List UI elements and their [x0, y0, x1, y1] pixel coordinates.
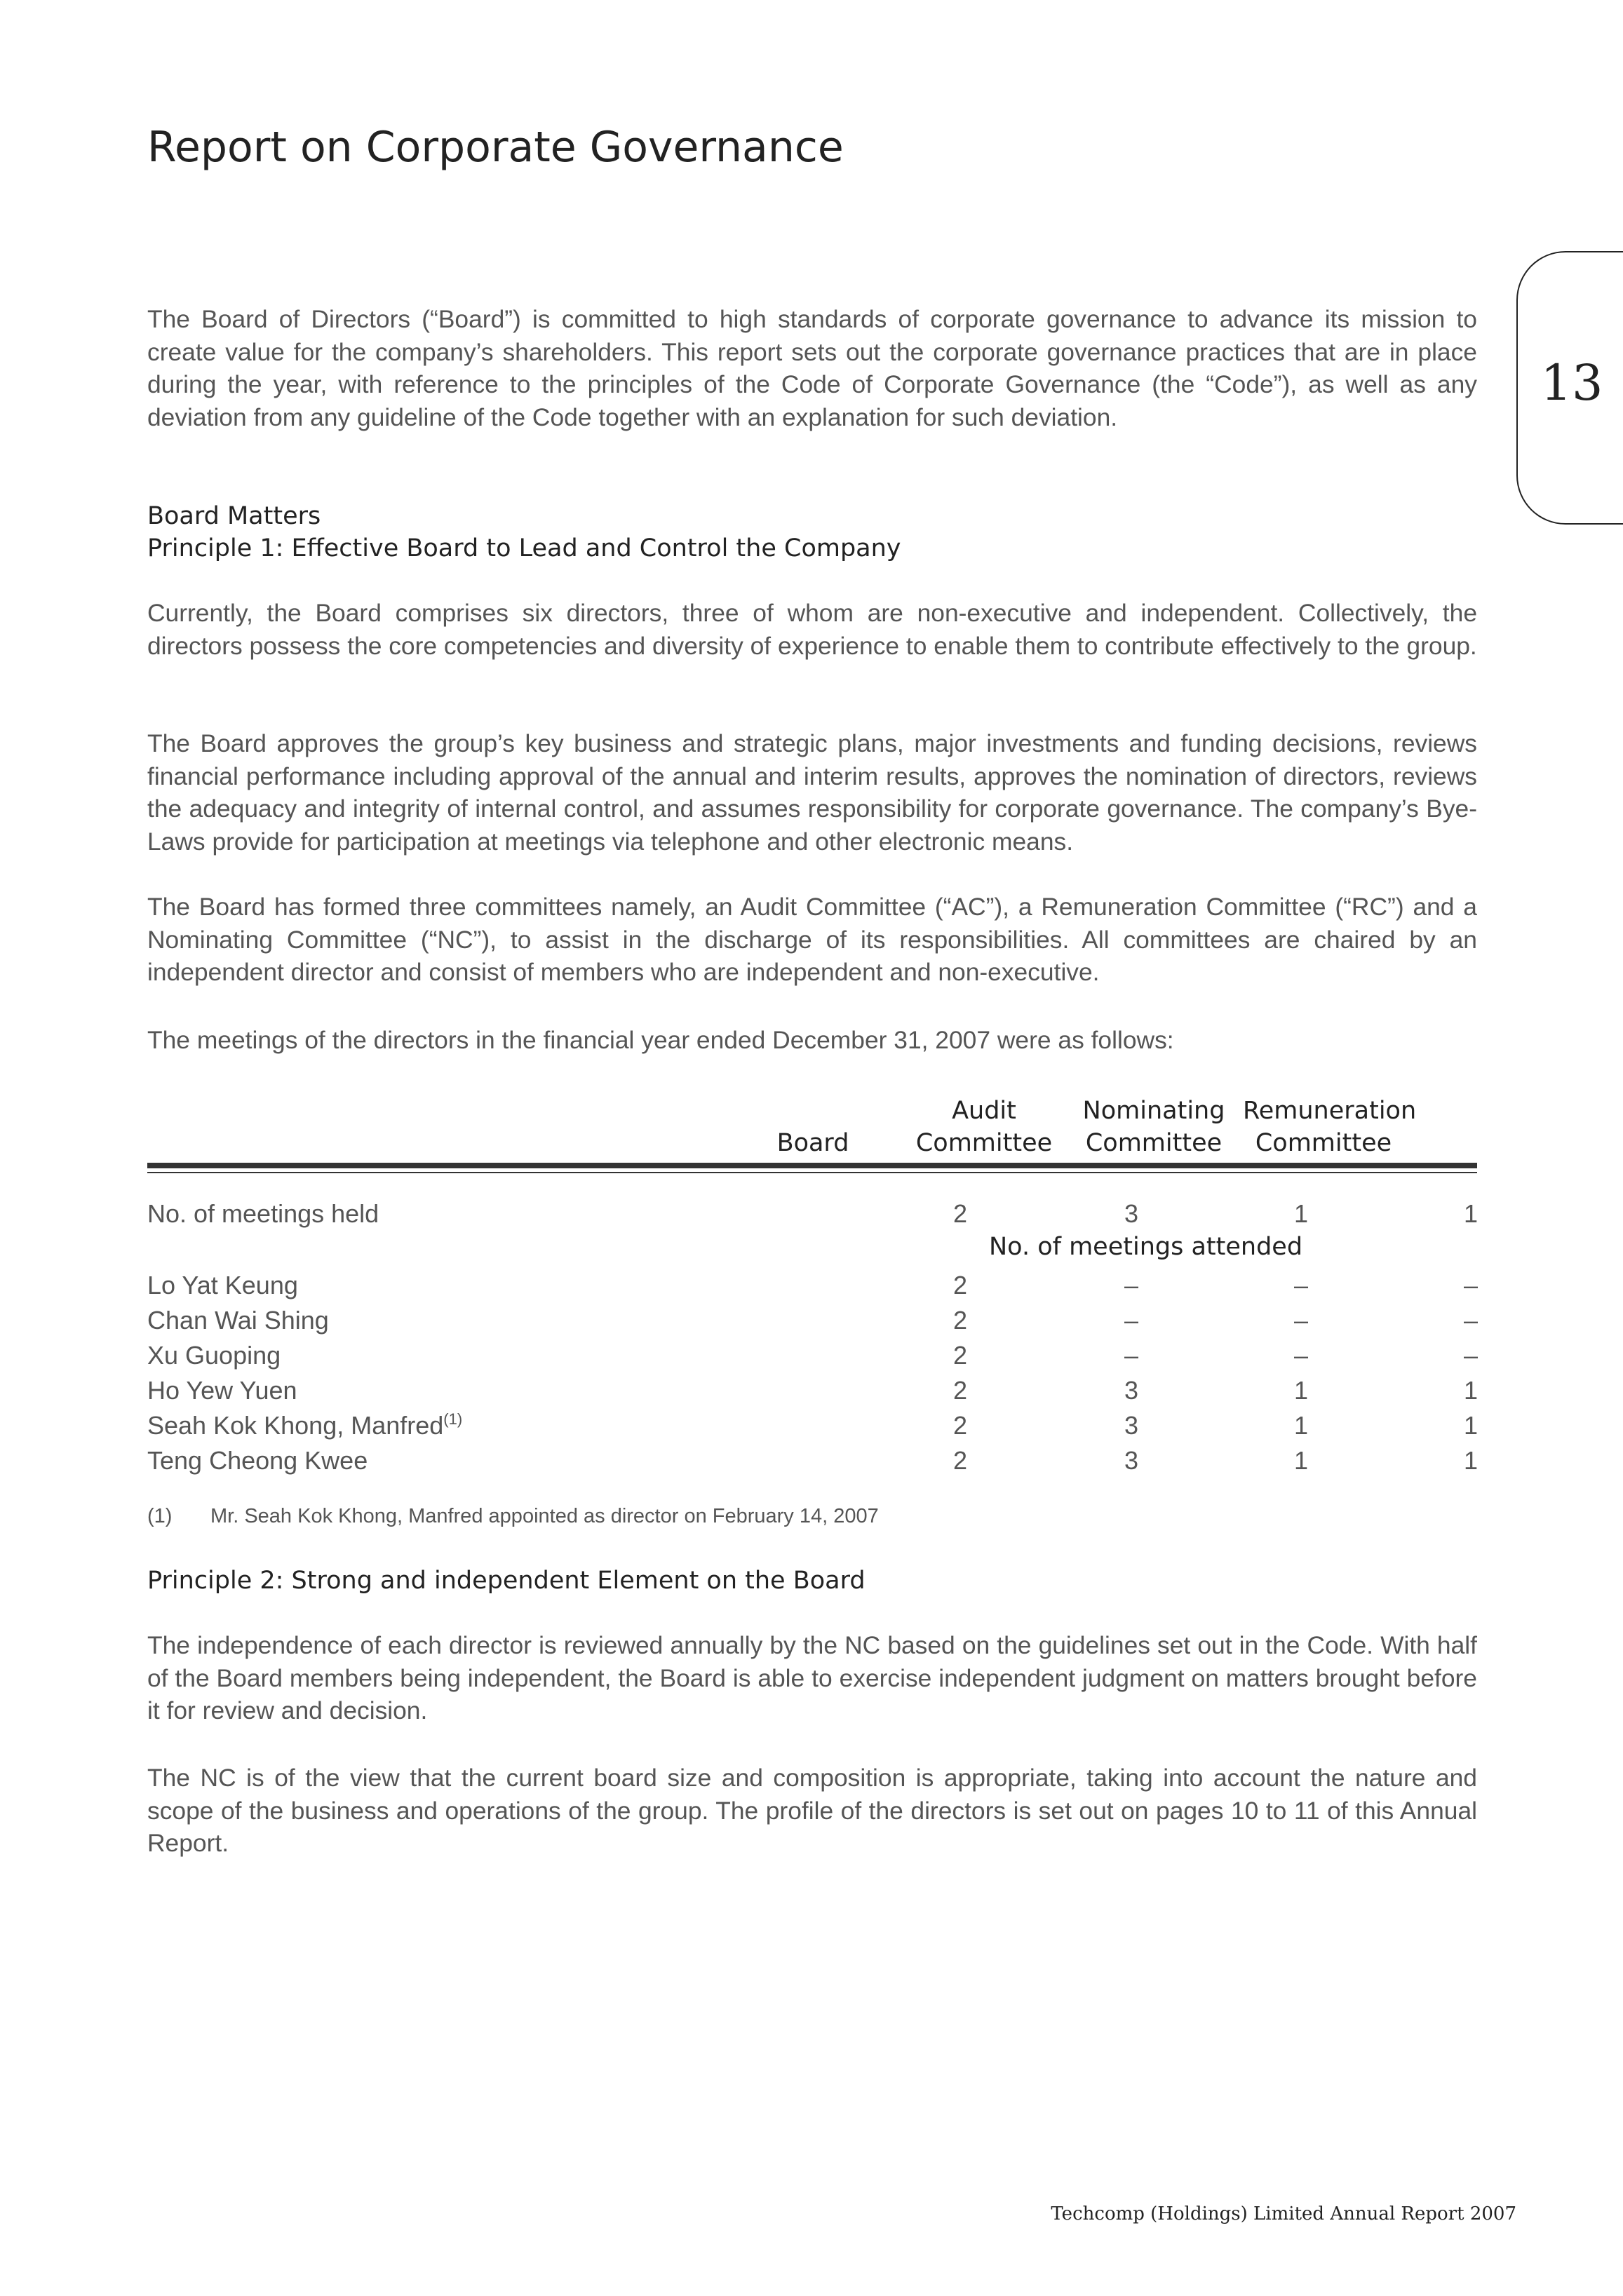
cell-nominating: 1 — [1293, 1446, 1309, 1475]
table-row — [147, 1443, 1477, 1478]
director-name: Xu Guoping — [147, 1341, 281, 1370]
table-header-rule-thin — [147, 1172, 1477, 1173]
table-row — [147, 1303, 1477, 1338]
cell-board: 2 — [952, 1376, 968, 1405]
director-name: Lo Yat Keung — [147, 1271, 298, 1299]
cell-audit: 3 — [1124, 1411, 1139, 1440]
cell-board: 2 — [952, 1411, 968, 1440]
page-footer: Techcomp (Holdings) Limited Annual Report 2007 — [1051, 2203, 1516, 2224]
section-heading-board-matters: Board Matters — [147, 502, 321, 530]
cell-audit: – — [1124, 1341, 1139, 1370]
table-row-meetings-held — [147, 1196, 1477, 1231]
paragraph-board-approves: The Board approves the group’s key business and strategic plans, major investments and funding decisions, reviews financial performance including approval of the annual and interim results, approves the nomination of directors, reviews the adequacy and integrity of internal control, and assumes responsibility for corporate governance. The company’s Bye-Laws provide for participation at meetings via telephone and other electronic means. — [147, 729, 1477, 856]
cell-board: 2 — [952, 1199, 968, 1228]
column-header-nominating-line1: Nominating — [1082, 1097, 1225, 1125]
cell-board: 2 — [952, 1306, 968, 1335]
paragraph-committees: The Board has formed three committees namely, an Audit Committee (“AC”), a Remuneration Committee (“RC”) and a Nominating Committee (“NC”), to assist in the discharge of its responsibilities. All committees are chaired by an independent director and consist of members who are independent and non-executive. — [147, 893, 1477, 986]
page-title: Report on Corporate Governance — [147, 123, 844, 172]
cell-remuneration: 1 — [1463, 1411, 1479, 1440]
paragraph-board-composition: Currently, the Board comprises six directors, three of whom are non-executive and independent. Collectively, the directors possess the core competencies and diversity of experience to enable them to contribute effectively to the group. — [147, 599, 1477, 660]
director-name: Ho Yew Yuen — [147, 1376, 297, 1405]
cell-nominating: – — [1293, 1271, 1309, 1299]
table-row — [147, 1338, 1477, 1373]
director-name: Teng Cheong Kwee — [147, 1446, 368, 1475]
page-number: 13 — [1540, 354, 1603, 412]
principle-2-heading: Principle 2: Strong and independent Element on the Board — [147, 1567, 866, 1595]
column-header-audit-line2: Committee — [915, 1129, 1053, 1157]
intro-paragraph: The Board of Directors (“Board”) is committed to high standards of corporate governance to advance its mission to create value for the company’s shareholders. This report sets out the corporate governance practices that are in place during the year, with reference to the principles of the Code of Corporate Governance (the “Code”), as well as any deviation from any guideline of the Code together with an explanation for such deviation. — [147, 305, 1477, 431]
row-label: No. of meetings held — [147, 1199, 379, 1228]
column-header-audit-line1: Audit — [952, 1097, 1016, 1125]
cell-nominating: 1 — [1293, 1411, 1309, 1440]
director-name: Seah Kok Khong, Manfred$^{(1)}$ — [147, 1410, 463, 1440]
cell-remuneration: – — [1463, 1341, 1479, 1370]
director-name: Chan Wai Shing — [147, 1306, 329, 1335]
cell-remuneration: 1 — [1463, 1446, 1479, 1475]
cell-audit: – — [1124, 1271, 1139, 1299]
cell-remuneration: – — [1463, 1271, 1479, 1299]
column-header-board: Board — [776, 1129, 849, 1157]
cell-audit: – — [1124, 1306, 1139, 1335]
principle-1-heading: Principle 1: Effective Board to Lead and Control the Company — [147, 534, 901, 562]
cell-nominating: 1 — [1293, 1376, 1309, 1405]
column-header-remuneration-line2: Committee — [1255, 1129, 1392, 1157]
column-header-remuneration-line1: Remuneration — [1243, 1097, 1417, 1125]
table-header-rule-thick — [147, 1163, 1477, 1168]
cell-remuneration: 1 — [1463, 1199, 1479, 1228]
cell-audit: 3 — [1124, 1376, 1139, 1405]
cell-nominating: 1 — [1293, 1199, 1309, 1228]
cell-audit: 3 — [1124, 1446, 1139, 1475]
cell-board: 2 — [952, 1341, 968, 1370]
cell-nominating: – — [1293, 1306, 1309, 1335]
table-row — [147, 1408, 1477, 1443]
cell-board: 2 — [952, 1446, 968, 1475]
cell-remuneration: 1 — [1463, 1376, 1479, 1405]
column-header-nominating-line2: Committee — [1085, 1129, 1223, 1157]
meetings-attended-label: No. of meetings attended — [989, 1233, 1303, 1261]
footnote-mark: (1) — [147, 1505, 173, 1527]
cell-board: 2 — [952, 1271, 968, 1299]
cell-nominating: – — [1293, 1341, 1309, 1370]
footnote-text: Mr. Seah Kok Khong, Manfred appointed as director on February 14, 2007 — [210, 1505, 879, 1527]
table-row — [147, 1373, 1477, 1408]
paragraph-independence: The independence of each director is reviewed annually by the NC based on the guidelines set out in the Code. With half of the Board members being independent, the Board is able to exercise independent judgment on matters brought before it for review and decision. — [147, 1631, 1477, 1724]
paragraph-board-size: The NC is of the view that the current board size and composition is appropriate, taking into account the nature and scope of the business and operations of the group. The profile of the directors is set out on pages 10 to 11 of this Annual Report. — [147, 1764, 1477, 1857]
table-row — [147, 1268, 1477, 1303]
cell-remuneration: – — [1463, 1306, 1479, 1335]
cell-audit: 3 — [1124, 1199, 1139, 1228]
paragraph-meetings-intro: The meetings of the directors in the financial year ended December 31, 2007 were as follows: — [147, 1026, 1174, 1054]
